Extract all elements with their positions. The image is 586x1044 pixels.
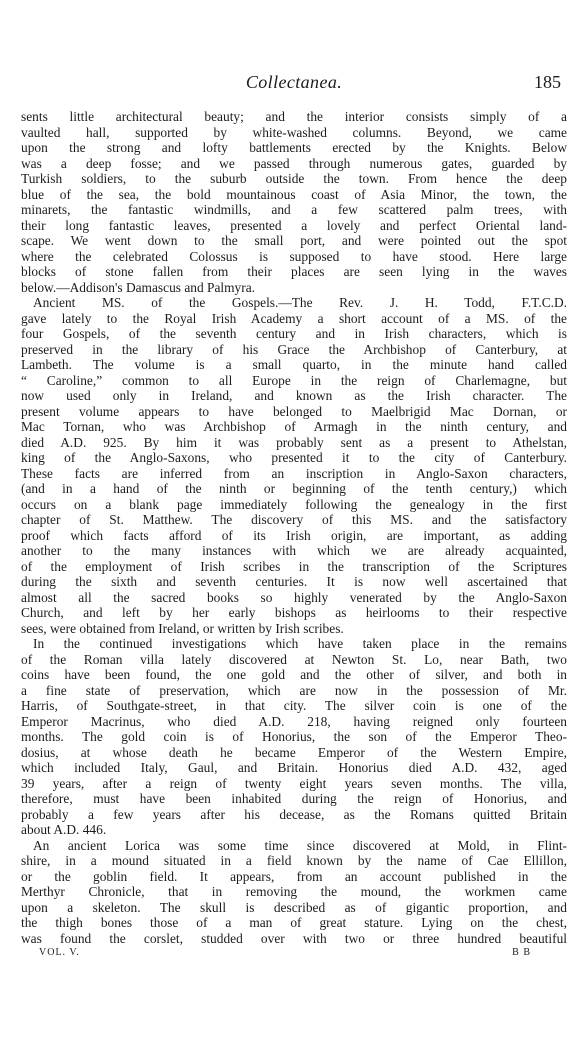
text-line: present volume appears to have belonged to Maelbrigid Mac Dornan, or [21,403,567,419]
book-page [21,72,567,961]
text-line: of the Roman villa lately discovered at Newton St. Lo, near Bath, two [21,651,567,667]
text-line: dosius, at whose death he became Emperor of the Western Empire, [21,744,567,760]
running-title: Collectanea. [245,72,343,92]
text-line: Ancient MS. of the Gospels.—The Rev. J. H. Todd, F.T.C.D. [33,295,567,310]
text-line: or the goblin field. It appears, from an account published in the [21,868,567,884]
text-line: king of the Anglo-Saxons, who presented it to the city of Canterbury. [21,450,567,465]
text-line: their long fantastic leaves, presented a lovely and perfect Oriental land- [21,217,567,233]
body-text [21,109,567,946]
text-line: minarets, the fantastic windmills, and a few scattered palm trees, with [21,202,567,217]
text-line: preserved in the library of his Grace the Archbishop of Canterbury, at [21,341,567,357]
text-line: the thigh bones those of a man of great stature. Lying on the chest, [21,915,567,930]
text-line: Harris, of Southgate-street, in that city. The silver coin is one of the [21,698,567,713]
text-line: Turkish soldiers, to the suburb outside the town. From hence the deep [21,171,567,186]
text-line: sees, were obtained from Ireland, or written by Irish scribes. [21,620,344,636]
text-line: Emperor Macrinus, who died A.D. 218, having reigned only fourteen [21,713,567,729]
text-line: In the continued investigations which have taken place in the remains [33,636,567,651]
signature-mark: B B [512,947,531,958]
text-line: An ancient Lorica was some time since discovered at Mold, in Flint- [33,837,567,853]
text-line: was a deep fosse; and we passed through numerous gates, guarded by [21,155,567,171]
text-line: upon a skeleton. The skull is described as of gigantic proportion, and [21,899,567,915]
text-line: therefore, must have been inhabited during the reign of Honorius, and [21,791,567,806]
text-line: blocks of stone fallen from their places are seen lying in the waves [21,264,567,279]
text-line: gave lately to the Royal Irish Academy a short account of a MS. of the [21,310,567,326]
text-line: where the celebrated Colossus is supposed to have stood. Here large [21,248,567,264]
text-line: was found the corslet, studded over with two or three hundred beautiful [21,930,567,946]
text-line: (and in a hand of the ninth or beginning of the tenth century,) which [21,481,567,496]
text-line: a fine state of preservation, which are now in the possession of Mr. [21,682,567,698]
page-number: 185 [534,72,561,92]
text-line: coins have been found, the one gold and the other of silver, and both in [21,667,567,682]
text-line: died A.D. 925. By him it was probably sent as a present to Athelstan, [21,434,567,450]
text-line: scape. We went down to the small port, and were pointed out the spot [21,233,567,248]
text-line: four Gospels, of the seventh century and in Irish characters, which is [21,326,567,341]
text-line: months. The gold coin is of Honorius, the son of the Emperor Theo- [21,729,567,744]
text-line: chapter of St. Matthew. The discovery of this MS. and the satisfactory [21,512,567,527]
text-line: proof which facts afford of its Irish origin, are important, as adding [21,527,567,543]
page-footer [21,947,567,961]
volume-label: VOL. V. [39,947,80,958]
text-line: upon the strong and lofty battlements erected by the Knights. Below [21,140,567,155]
text-line: 39 years, after a reign of twenty eight years seven months. The villa, [21,775,567,791]
text-line: another to the many instances with which we are already acquainted, [21,543,567,558]
text-line: vaulted hall, supported by white-washed columns. Beyond, we came [21,124,567,140]
text-line: Church, and left by her early bishops as heirlooms to their respective [21,605,567,620]
text-line: now used only in Ireland, and known as the Irish character. The [21,388,567,403]
text-line: These facts are inferred from an inscription in Anglo-Saxon characters, [21,465,567,481]
text-line: probably a few years after his decease, as the Romans quitted Britain [21,806,567,822]
text-line: almost all the sacred books so highly venerated by the Anglo-Saxon [21,589,567,605]
text-line: shire, in a mound situated in a field known by the name of Cae Ellillon, [21,853,567,868]
text-line: which included Italy, Gaul, and Britain. Honorius died A.D. 432, aged [21,760,567,775]
text-line: Merthyr Chronicle, that in removing the mound, the workmen came [21,884,567,899]
text-line: blue of the sea, the bold mountainous coast of Asia Minor, the town, the [21,186,567,202]
text-line: below.—Addison's Damascus and Palmyra. [21,279,255,295]
text-line: Mac Tornan, who was Archbishop of Armagh in the ninth century, and [21,419,567,434]
text-line: Lambeth. The volume is a small quarto, in the minute hand called [21,357,567,372]
text-line: of the employment of Irish scribes in the transcription of the Scriptures [21,558,567,574]
text-line: occurs on a blank page immediately following the genealogy in the first [21,496,567,512]
text-line: “ Caroline,” common to all Europe in the reign of Charlemagne, but [21,372,567,388]
running-head [21,72,567,98]
text-line: about A.D. 446. [21,822,107,837]
text-line: sents little architectural beauty; and the interior consists simply of a [21,109,567,124]
text-line: during the sixth and seventh centuries. It is now well ascertained that [21,574,567,589]
